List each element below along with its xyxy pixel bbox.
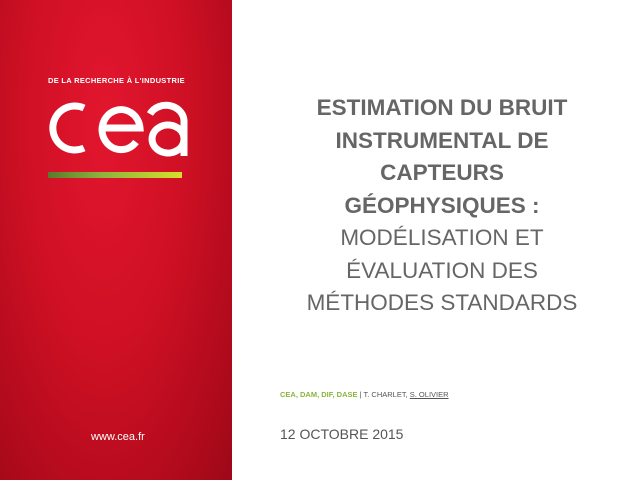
- title-line: ESTIMATION DU BRUIT: [316, 95, 568, 120]
- author-name: T. CHARLET,: [363, 390, 410, 399]
- presentation-date: 12 OCTOBRE 2015: [280, 426, 404, 442]
- subtitle-line: MÉTHODES STANDARDS: [306, 290, 578, 315]
- organization: CEA, DAM, DIF, DASE: [280, 390, 358, 399]
- cea-logo: [42, 94, 192, 160]
- website-link[interactable]: www.cea.fr: [91, 431, 145, 443]
- subtitle-line: MODÉLISATION ET: [340, 225, 544, 250]
- subtitle-line: ÉVALUATION DES: [346, 257, 538, 283]
- logo-underline-bar: [48, 172, 182, 178]
- title-line: INSTRUMENTAL DE: [335, 127, 549, 153]
- brand-panel: [0, 0, 232, 480]
- title-line: CAPTEURS: [380, 160, 504, 185]
- tagline: DE LA RECHERCHE À L'INDUSTRIE: [48, 76, 185, 85]
- presenting-author: S. OLIVIER: [409, 390, 449, 399]
- title-line: GÉOPHYSIQUES :: [344, 192, 540, 218]
- presentation-title: [282, 92, 602, 320]
- affiliation-line: [280, 390, 449, 399]
- separator: |: [357, 390, 364, 399]
